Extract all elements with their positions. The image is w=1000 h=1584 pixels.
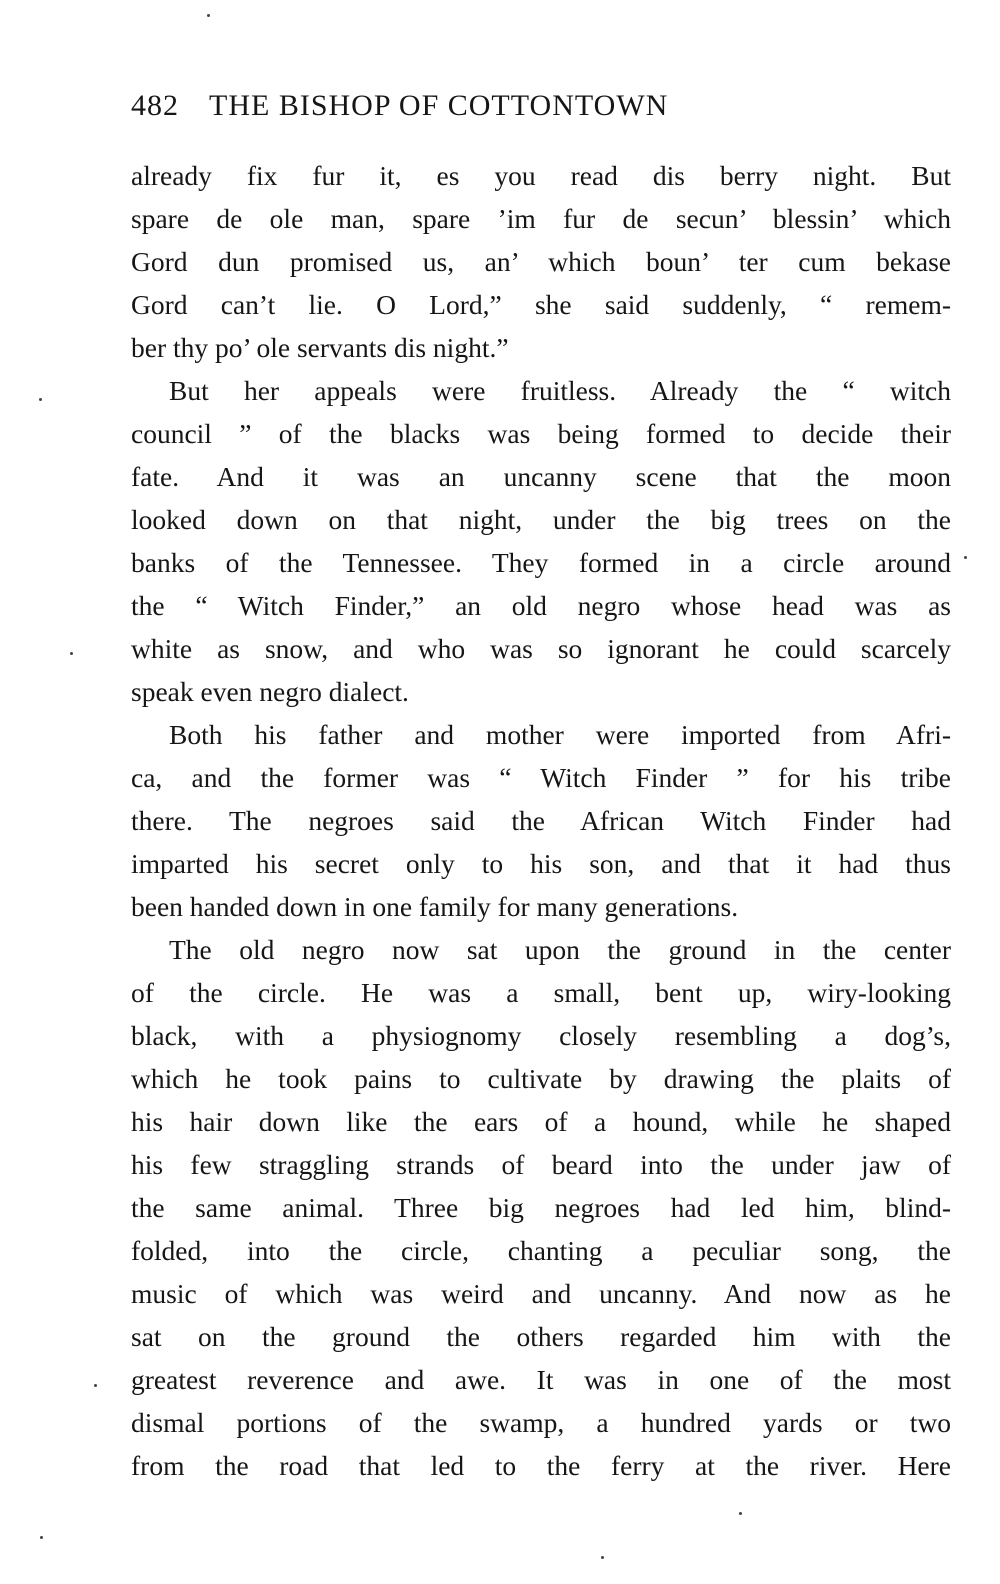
scan-speck <box>40 1536 43 1539</box>
scan-speck <box>70 652 73 655</box>
text-line: banks of the Tennessee. They formed in a circle around <box>131 547 951 578</box>
text-line: from the road that led to the ferry at the river. Here <box>131 1450 951 1481</box>
text-line: the “ Witch Finder,” an old negro whose head was as <box>131 590 951 621</box>
scan-speck <box>964 556 967 559</box>
text-line: folded, into the circle, chanting a peculiar song, the <box>131 1235 951 1266</box>
text-line: of the circle. He was a small, bent up, wiry-looking <box>131 977 951 1008</box>
scan-speck <box>94 1384 97 1387</box>
text-line: his hair down like the ears of a hound, while he shaped <box>131 1106 951 1137</box>
scan-speck <box>601 1556 604 1559</box>
paragraph-first-line: But her appeals were fruitless. Already the “ witch <box>169 375 951 406</box>
text-line: spare de ole man, spare ’im fur de secun’ blessin’ which <box>131 203 951 234</box>
running-title: THE BISHOP OF COTTONTOWN <box>209 89 669 122</box>
text-line: black, with a physiognomy closely resembling a dog’s, <box>131 1020 951 1051</box>
text-line: which he took pains to cultivate by drawing the plaits of <box>131 1063 951 1094</box>
paragraph-first-line: Both his father and mother were imported from Afri- <box>169 719 951 750</box>
text-line: sat on the ground the others regarded him with the <box>131 1321 951 1352</box>
text-line: Gord dun promised us, an’ which boun’ ter cum bekase <box>131 246 951 277</box>
text-line: there. The negroes said the African Witch Finder had <box>131 805 951 836</box>
text-line: imparted his secret only to his son, and that it had thus <box>131 848 951 879</box>
text-line: his few straggling strands of beard into the under jaw of <box>131 1149 951 1180</box>
text-line: council ” of the blacks was being formed to decide their <box>131 418 951 449</box>
scan-speck <box>739 1512 742 1515</box>
text-line: the same animal. Three big negroes had led him, blind- <box>131 1192 951 1223</box>
text-line: ber thy po’ ole servants dis night.” <box>131 332 509 363</box>
running-head <box>131 86 861 126</box>
scan-speck <box>207 14 210 17</box>
text-line: dismal portions of the swamp, a hundred yards or two <box>131 1407 951 1438</box>
page-number: 482 <box>131 89 179 122</box>
text-line: fate. And it was an uncanny scene that the moon <box>131 461 951 492</box>
text-line: looked down on that night, under the big trees on the <box>131 504 951 535</box>
text-line: music of which was weird and uncanny. And now as he <box>131 1278 951 1309</box>
text-line: white as snow, and who was so ignorant he could scarcely <box>131 633 951 664</box>
scan-speck <box>39 398 42 401</box>
text-line: Gord can’t lie. O Lord,” she said suddenly, “ remem- <box>131 289 951 320</box>
text-line: been handed down in one family for many generations. <box>131 891 739 922</box>
text-line: speak even negro dialect. <box>131 676 409 707</box>
text-line: already fix fur it, es you read dis berry night. But <box>131 160 951 191</box>
body-text <box>131 154 951 1487</box>
text-line: greatest reverence and awe. It was in one of the most <box>131 1364 951 1395</box>
text-line: ca, and the former was “ Witch Finder ” for his tribe <box>131 762 951 793</box>
paragraph-first-line: The old negro now sat upon the ground in the center <box>169 934 951 965</box>
